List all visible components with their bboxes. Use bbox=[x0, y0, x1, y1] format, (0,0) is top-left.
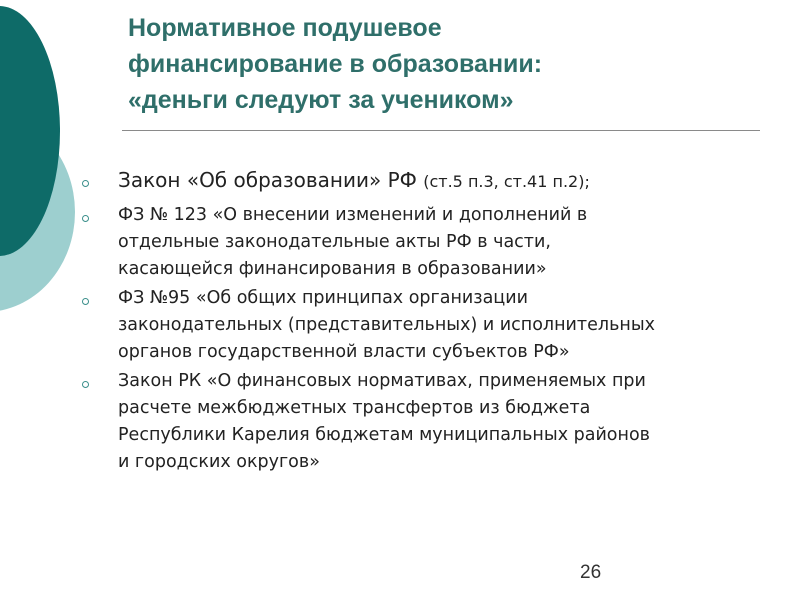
bullet-item bbox=[82, 164, 792, 198]
bullet-list bbox=[82, 164, 792, 478]
bullet-circle-icon bbox=[82, 180, 89, 187]
title-line: «деньги следуют за учеником» bbox=[128, 86, 514, 114]
bullet-line: Закон РК «О финансовых нормативах, применяемых при bbox=[118, 371, 646, 391]
page-number: 26 bbox=[580, 562, 602, 583]
bullet-circle-icon bbox=[82, 215, 89, 222]
bullet-item bbox=[82, 368, 792, 476]
bullet-line bbox=[118, 164, 792, 198]
bullet-line: отдельные законодательные акты РФ в части, bbox=[118, 232, 551, 252]
slide-title bbox=[128, 10, 768, 118]
title-line: финансирование в образовании: bbox=[128, 50, 543, 78]
bullet-line: расчете межбюджетных трансфертов из бюджета bbox=[118, 398, 591, 418]
bullet-line: Республики Карелия бюджетам муниципальных районов bbox=[118, 425, 650, 445]
bullet-item bbox=[82, 285, 792, 366]
bullet-main-text: Закон «Об образовании» РФ bbox=[118, 168, 424, 192]
bullet-line: касающейся финансирования в образовании» bbox=[118, 259, 547, 279]
bullet-line: органов государственной власти субъектов РФ» bbox=[118, 342, 570, 362]
bullet-line: законодательных (представительных) и исполнительных bbox=[118, 315, 656, 335]
title-divider bbox=[122, 130, 760, 131]
bullet-line: и городских округов» bbox=[118, 452, 320, 472]
title-line: Нормативное подушевое bbox=[128, 14, 442, 42]
bullet-line: ФЗ №95 «Об общих принципах организации bbox=[118, 288, 528, 308]
bullet-line: ФЗ № 123 «О внесении изменений и дополнений в bbox=[118, 205, 588, 225]
bullet-item bbox=[82, 202, 792, 283]
bullet-circle-icon bbox=[82, 298, 89, 305]
bullet-note-text: (ст.5 п.3, ст.41 п.2); bbox=[423, 172, 590, 191]
bullet-circle-icon bbox=[82, 381, 89, 388]
